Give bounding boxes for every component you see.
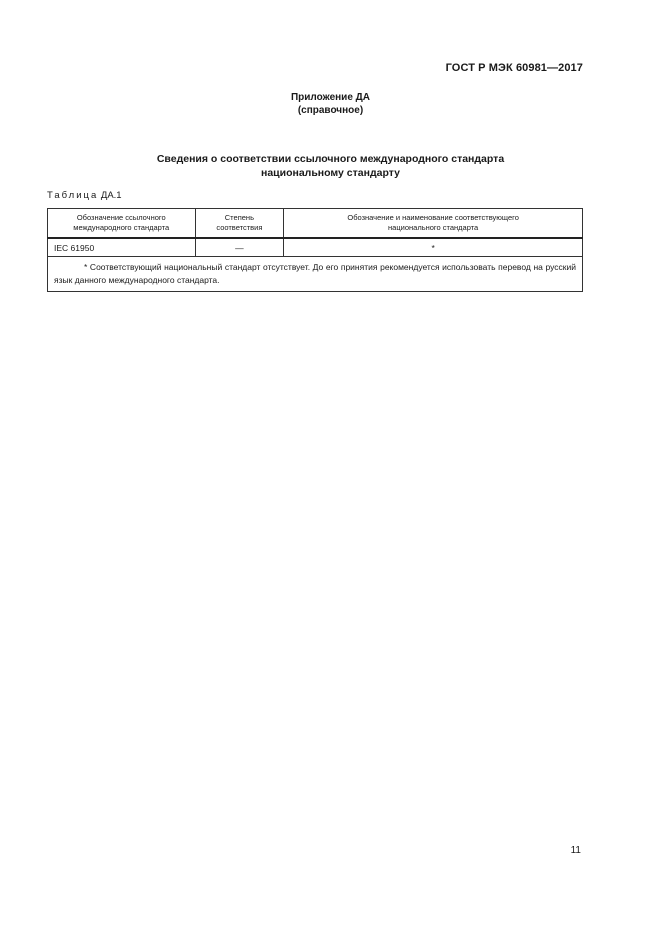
reference-table	[47, 208, 583, 292]
annex-heading-line2: национальному стандарту	[260, 166, 400, 179]
table-caption-word: Таблица	[47, 190, 99, 201]
cell-degree: —	[195, 238, 284, 257]
table-caption-number: ДА.1	[98, 190, 122, 201]
column-header-line: международного стандарта	[73, 223, 170, 232]
annex-header	[0, 91, 661, 117]
column-header-line: Степень	[224, 213, 254, 222]
annex-heading	[0, 153, 661, 180]
column-header-line: Обозначение ссылочного	[76, 213, 166, 222]
page-number: 11	[570, 845, 581, 856]
table-header-row	[48, 209, 583, 239]
table-footnote-row	[48, 257, 583, 292]
cell-reference-standard: IEC 61950	[48, 238, 196, 257]
annex-title: Приложение ДА	[290, 92, 371, 103]
column-header-degree	[195, 209, 284, 239]
footnote-text: * Соответствующий национальный стандарт отсутствует. До его принятия рекомендуется использовать перевод на русский язык данного международного стандарта.	[54, 262, 576, 285]
document-code: ГОСТ Р МЭК 60981—2017	[445, 62, 583, 74]
annex-heading-line1: Сведения о соответствии ссылочного международного стандарта	[156, 153, 505, 165]
column-header-line: Обозначение и наименование соответствующего	[347, 213, 519, 222]
column-header-reference	[48, 209, 196, 239]
column-header-national	[284, 209, 583, 239]
table-row	[48, 238, 583, 257]
table-caption	[47, 190, 122, 201]
annex-subtitle: (справочное)	[297, 105, 364, 116]
cell-national-standard: *	[284, 238, 583, 257]
table-footnote	[48, 257, 583, 292]
column-header-line: национального стандарта	[388, 223, 479, 232]
column-header-line: соответствия	[216, 223, 263, 232]
